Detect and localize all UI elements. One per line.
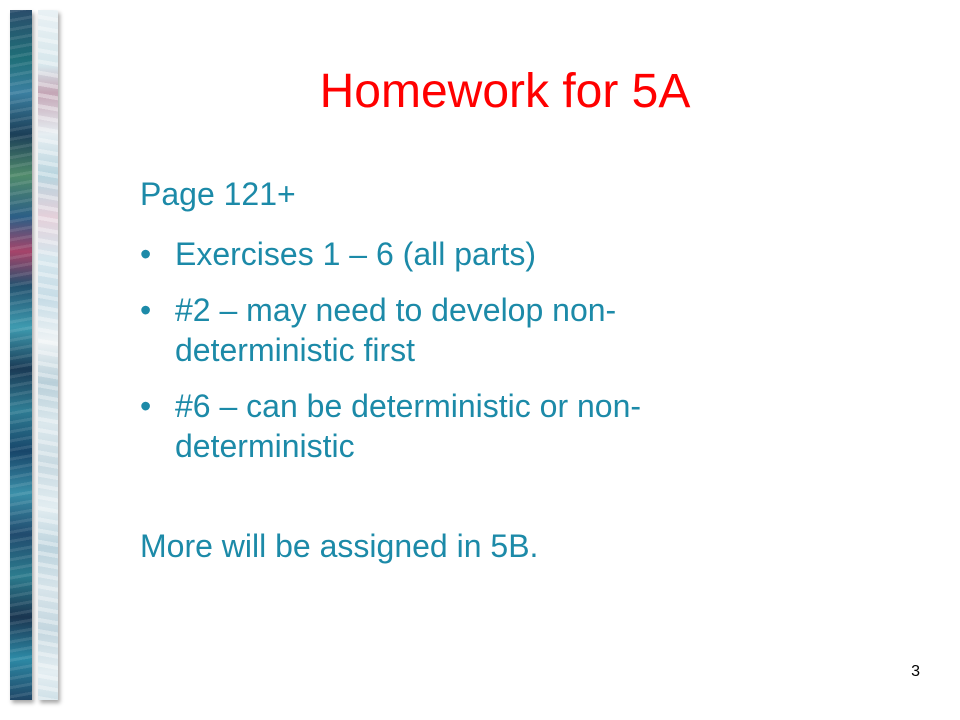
bullet-line: deterministic <box>175 428 355 464</box>
footer-note: More will be assigned in 5B. <box>140 528 539 564</box>
bullet-line: Exercises 1 – 6 (all parts) <box>175 236 537 272</box>
slide-body <box>140 174 840 566</box>
bullet-text <box>175 290 840 370</box>
decorative-strip-dark-image <box>10 10 32 700</box>
bullet-marker: • <box>140 236 152 272</box>
bullet-marker: • <box>140 388 152 424</box>
page-heading: Page 121+ <box>140 176 296 212</box>
bullet-line: #2 – may need to develop non- <box>175 292 617 328</box>
bullet-line: #6 – can be deterministic or non- <box>175 388 642 424</box>
bullet-text <box>175 386 840 466</box>
bullet-text <box>175 234 840 274</box>
slide-title: Homework for 5A <box>319 65 691 118</box>
bullet-item <box>140 290 840 370</box>
bullet-line: deterministic first <box>175 332 416 368</box>
page-number: 3 <box>911 663 920 680</box>
spacer <box>140 214 840 234</box>
bullet-item <box>140 234 840 274</box>
bullet-marker: • <box>140 292 152 328</box>
decorative-strip-light-image <box>38 10 58 700</box>
spacer <box>140 482 840 526</box>
bullet-item <box>140 386 840 466</box>
